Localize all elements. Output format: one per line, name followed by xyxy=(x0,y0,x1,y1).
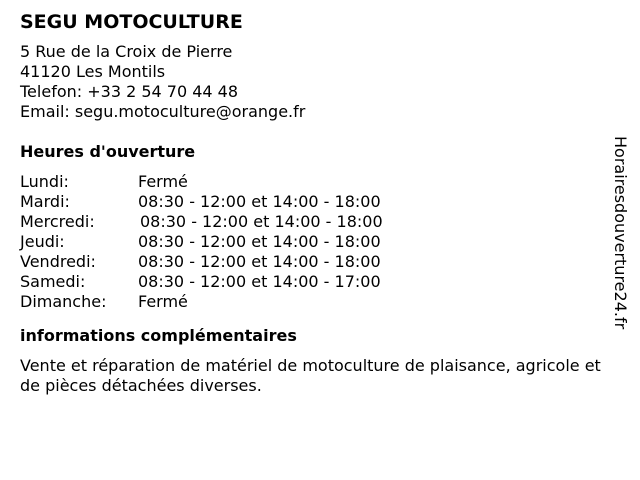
day-hours: 08:30 - 12:00 et 14:00 - 18:00 xyxy=(140,212,383,231)
day-hours: Fermé xyxy=(138,172,188,191)
day-label: Jeudi: xyxy=(20,232,65,251)
address-line-2: 41120 Les Montils xyxy=(20,62,166,81)
business-card xyxy=(20,10,600,396)
day-hours: 08:30 - 12:00 et 14:00 - 18:00 xyxy=(138,252,381,271)
hours-row-sunday xyxy=(20,292,600,312)
hours-table xyxy=(20,172,600,312)
address-line-1: 5 Rue de la Croix de Pierre xyxy=(20,42,233,61)
hours-row-wednesday xyxy=(20,212,600,232)
day-label: Dimanche: xyxy=(20,292,107,311)
phone-line: Telefon: +33 2 54 70 44 48 xyxy=(20,82,239,101)
day-label: Mardi: xyxy=(20,192,70,211)
additional-info-text: Vente et réparation de matériel de motoculture de plaisance, agricole et de pièces détachées diverses. xyxy=(20,356,601,395)
hours-row-tuesday xyxy=(20,192,600,212)
hours-row-saturday xyxy=(20,272,600,292)
day-hours: 08:30 - 12:00 et 14:00 - 17:00 xyxy=(138,272,381,291)
day-label: Vendredi: xyxy=(20,252,96,271)
hours-row-friday xyxy=(20,252,600,272)
hours-heading: Heures d'ouverture xyxy=(20,142,196,161)
day-hours: 08:30 - 12:00 et 14:00 - 18:00 xyxy=(138,192,381,211)
email-line: Email: segu.motoculture@orange.fr xyxy=(20,102,306,121)
hours-row-monday xyxy=(20,172,600,192)
day-label: Samedi: xyxy=(20,272,86,291)
day-label: Lundi: xyxy=(20,172,69,191)
hours-row-thursday xyxy=(20,232,600,252)
day-hours: Fermé xyxy=(138,292,188,311)
site-watermark: Horairesdouverture24.fr xyxy=(611,136,630,330)
business-name: SEGU MOTOCULTURE xyxy=(20,11,243,33)
day-label: Mercredi: xyxy=(20,212,95,231)
additional-info-heading: informations complémentaires xyxy=(20,326,297,345)
day-hours: 08:30 - 12:00 et 14:00 - 18:00 xyxy=(138,232,381,251)
